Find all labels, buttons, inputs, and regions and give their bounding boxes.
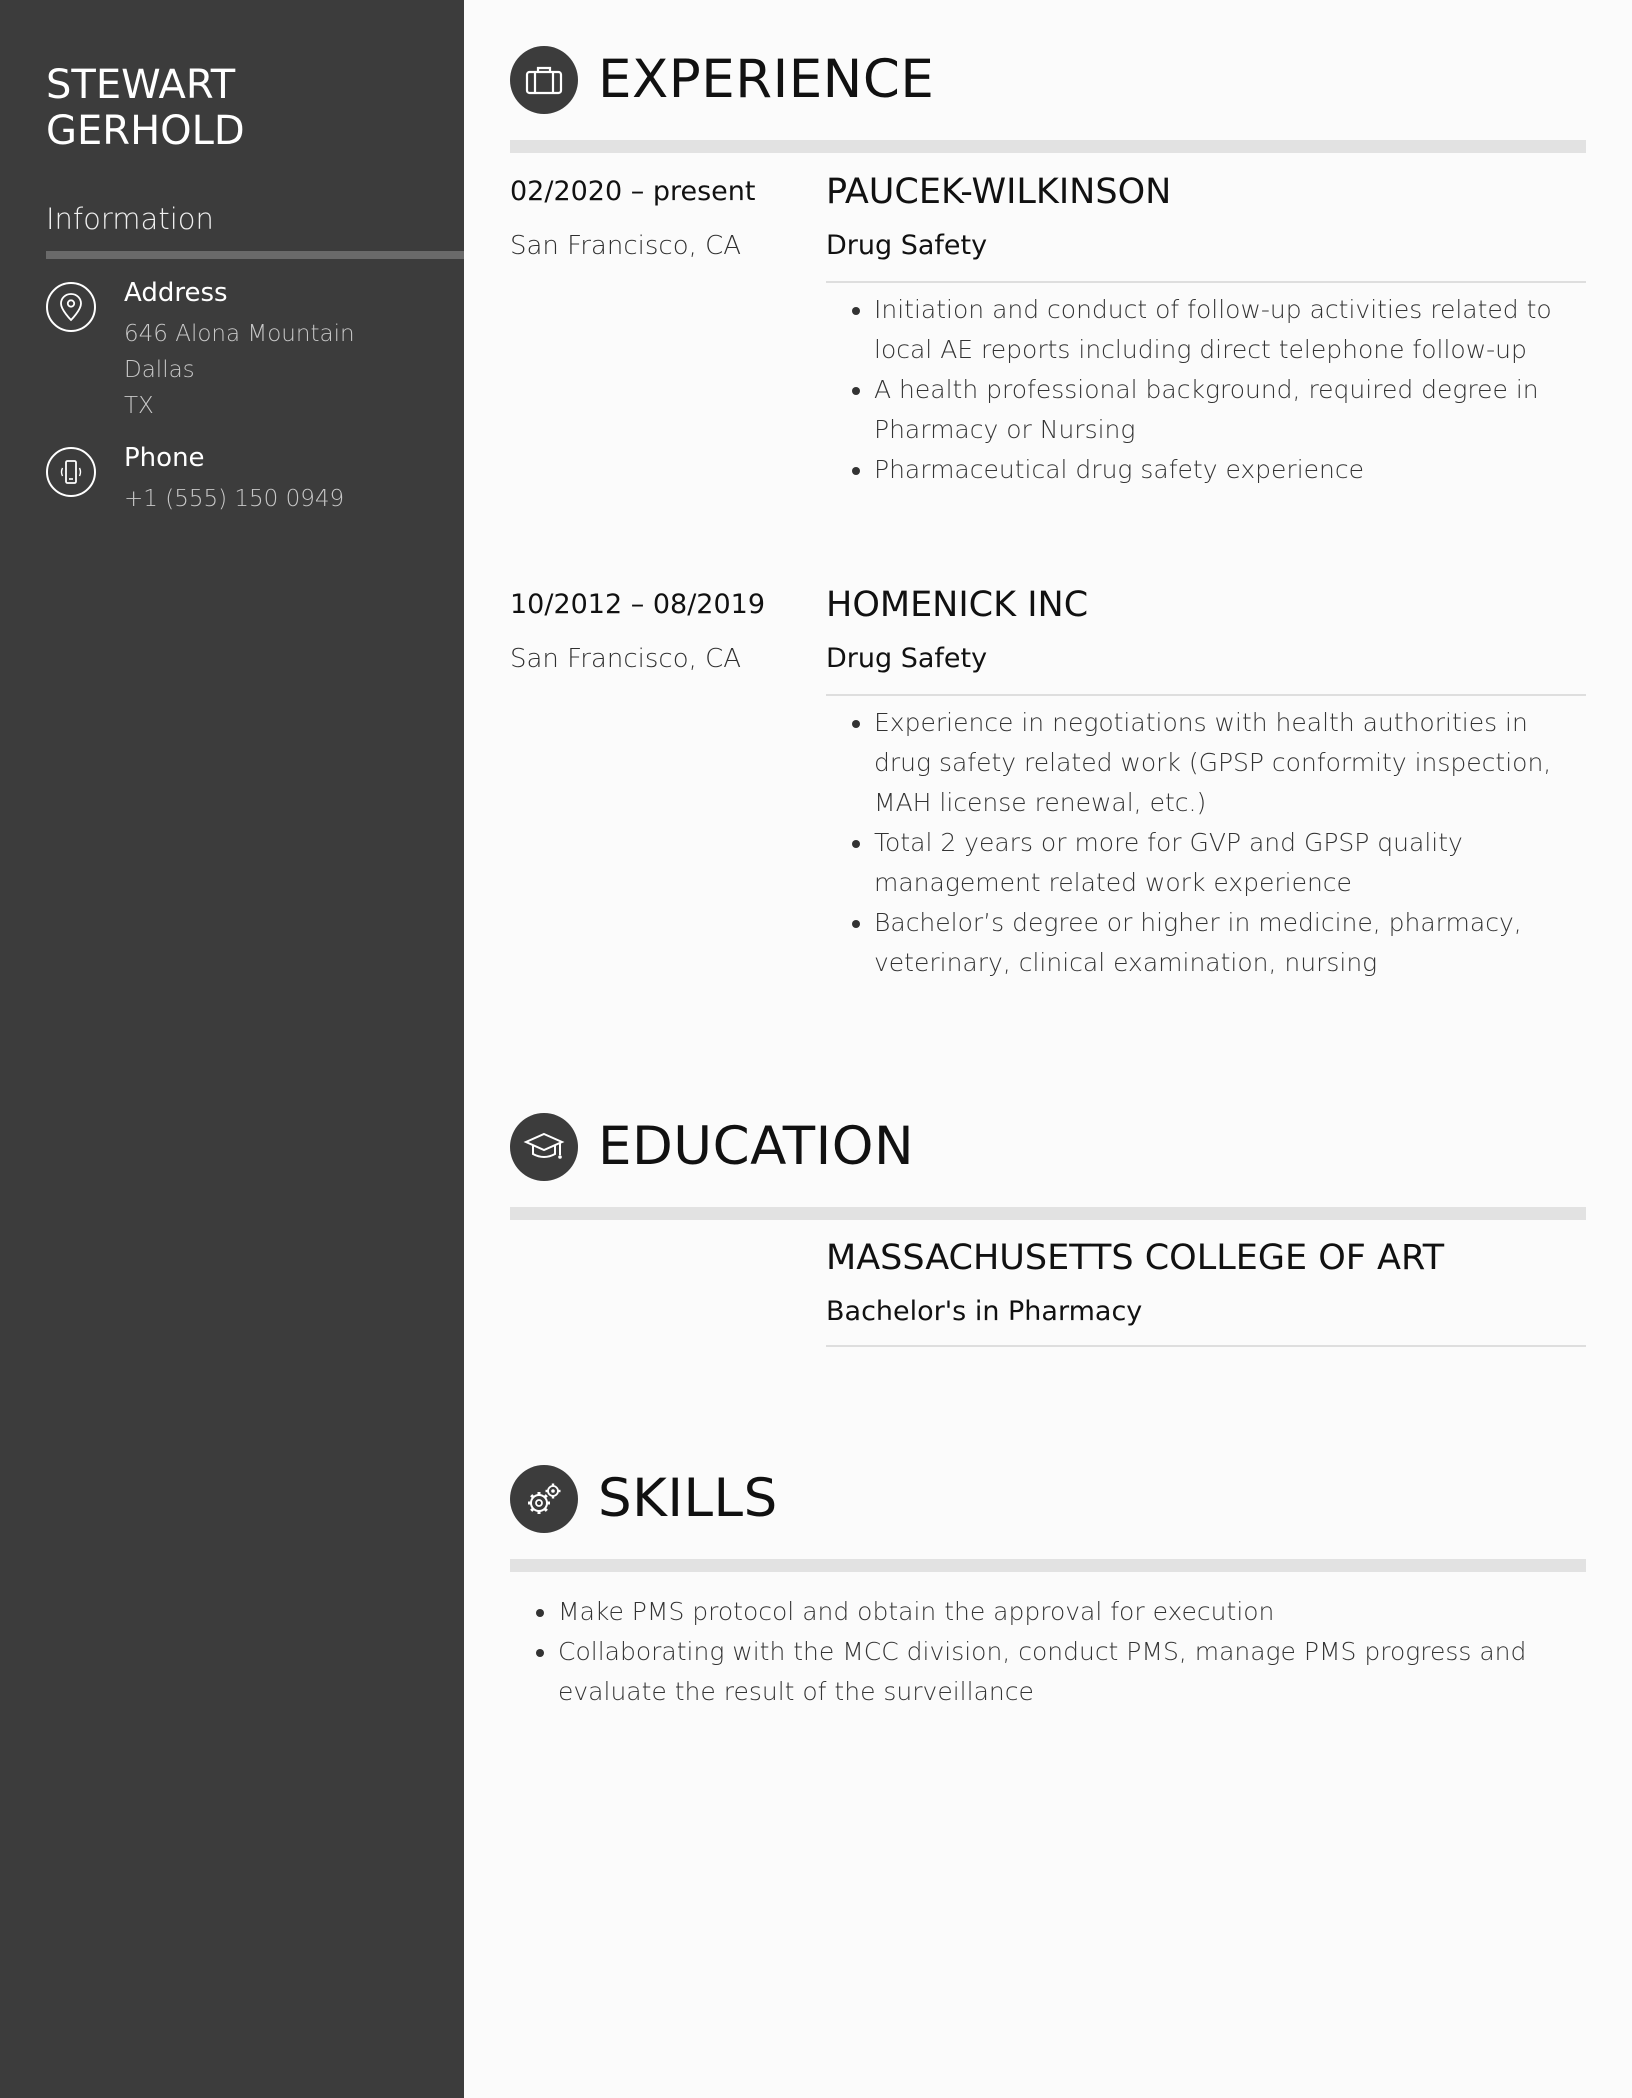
education-title: EDUCATION xyxy=(598,1116,915,1177)
graduation-cap-icon xyxy=(510,1113,578,1181)
last-name: GERHOLD xyxy=(46,108,245,154)
skills-title: SKILLS xyxy=(598,1468,778,1529)
job-divider xyxy=(826,694,1586,696)
address-line-3: TX xyxy=(124,393,154,419)
job-divider xyxy=(826,281,1586,283)
job-bullets xyxy=(826,703,1586,983)
degree: Bachelor's in Pharmacy xyxy=(826,1296,1143,1327)
school-name: MASSACHUSETTS COLLEGE OF ART xyxy=(826,1238,1445,1278)
job-company: HOMENICK INC xyxy=(826,585,1089,625)
sidebar xyxy=(0,0,464,2098)
education-divider xyxy=(826,1345,1586,1347)
information-divider xyxy=(46,251,464,259)
candidate-name xyxy=(46,62,426,154)
address-lines xyxy=(124,316,355,424)
first-name: STEWART xyxy=(46,62,236,108)
job-location: San Francisco, CA xyxy=(510,231,742,261)
job-company: PAUCEK-WILKINSON xyxy=(826,172,1172,212)
skills-rule xyxy=(510,1559,1586,1572)
address-line-1: 646 Alona Mountain xyxy=(124,321,355,347)
job-role: Drug Safety xyxy=(826,230,988,261)
bullet-item: A health professional background, required degree in Pharmacy or Nursing xyxy=(874,370,1586,450)
bullet-item: Initiation and conduct of follow-up activities related to local AE reports including direct telephone follow-up xyxy=(874,290,1586,370)
job-role: Drug Safety xyxy=(826,643,988,674)
education-rule xyxy=(510,1207,1586,1220)
briefcase-icon xyxy=(510,46,578,114)
skill-item: Collaborating with the MCC division, conduct PMS, manage PMS progress and evaluate the result of the surveillance xyxy=(558,1632,1586,1712)
skill-item: Make PMS protocol and obtain the approval for execution xyxy=(558,1592,1586,1632)
skills-list xyxy=(510,1592,1586,1712)
job-bullets xyxy=(826,290,1586,490)
information-heading: Information xyxy=(46,202,214,236)
mobile-phone-icon xyxy=(46,447,96,497)
phone-number: +1 (555) 150 0949 xyxy=(124,486,345,512)
location-pin-icon xyxy=(46,282,96,332)
bullet-item: Experience in negotiations with health authorities in drug safety related work (GPSP conformity inspection, MAH license renewal, etc.) xyxy=(874,703,1586,823)
job-location: San Francisco, CA xyxy=(510,644,742,674)
phone-label: Phone xyxy=(124,443,205,473)
experience-rule xyxy=(510,140,1586,153)
experience-title: EXPERIENCE xyxy=(598,49,935,110)
bullet-item: Bachelor’s degree or higher in medicine, pharmacy, veterinary, clinical examination, nursing xyxy=(874,903,1586,983)
bullet-item: Pharmaceutical drug safety experience xyxy=(874,450,1586,490)
job-dates: 10/2012 – 08/2019 xyxy=(510,589,765,620)
gears-icon xyxy=(510,1465,578,1533)
phone-lines xyxy=(124,481,344,517)
bullet-item: Total 2 years or more for GVP and GPSP quality management related work experience xyxy=(874,823,1586,903)
address-line-2: Dallas xyxy=(124,357,195,383)
job-dates: 02/2020 – present xyxy=(510,176,756,207)
address-label: Address xyxy=(124,278,228,308)
